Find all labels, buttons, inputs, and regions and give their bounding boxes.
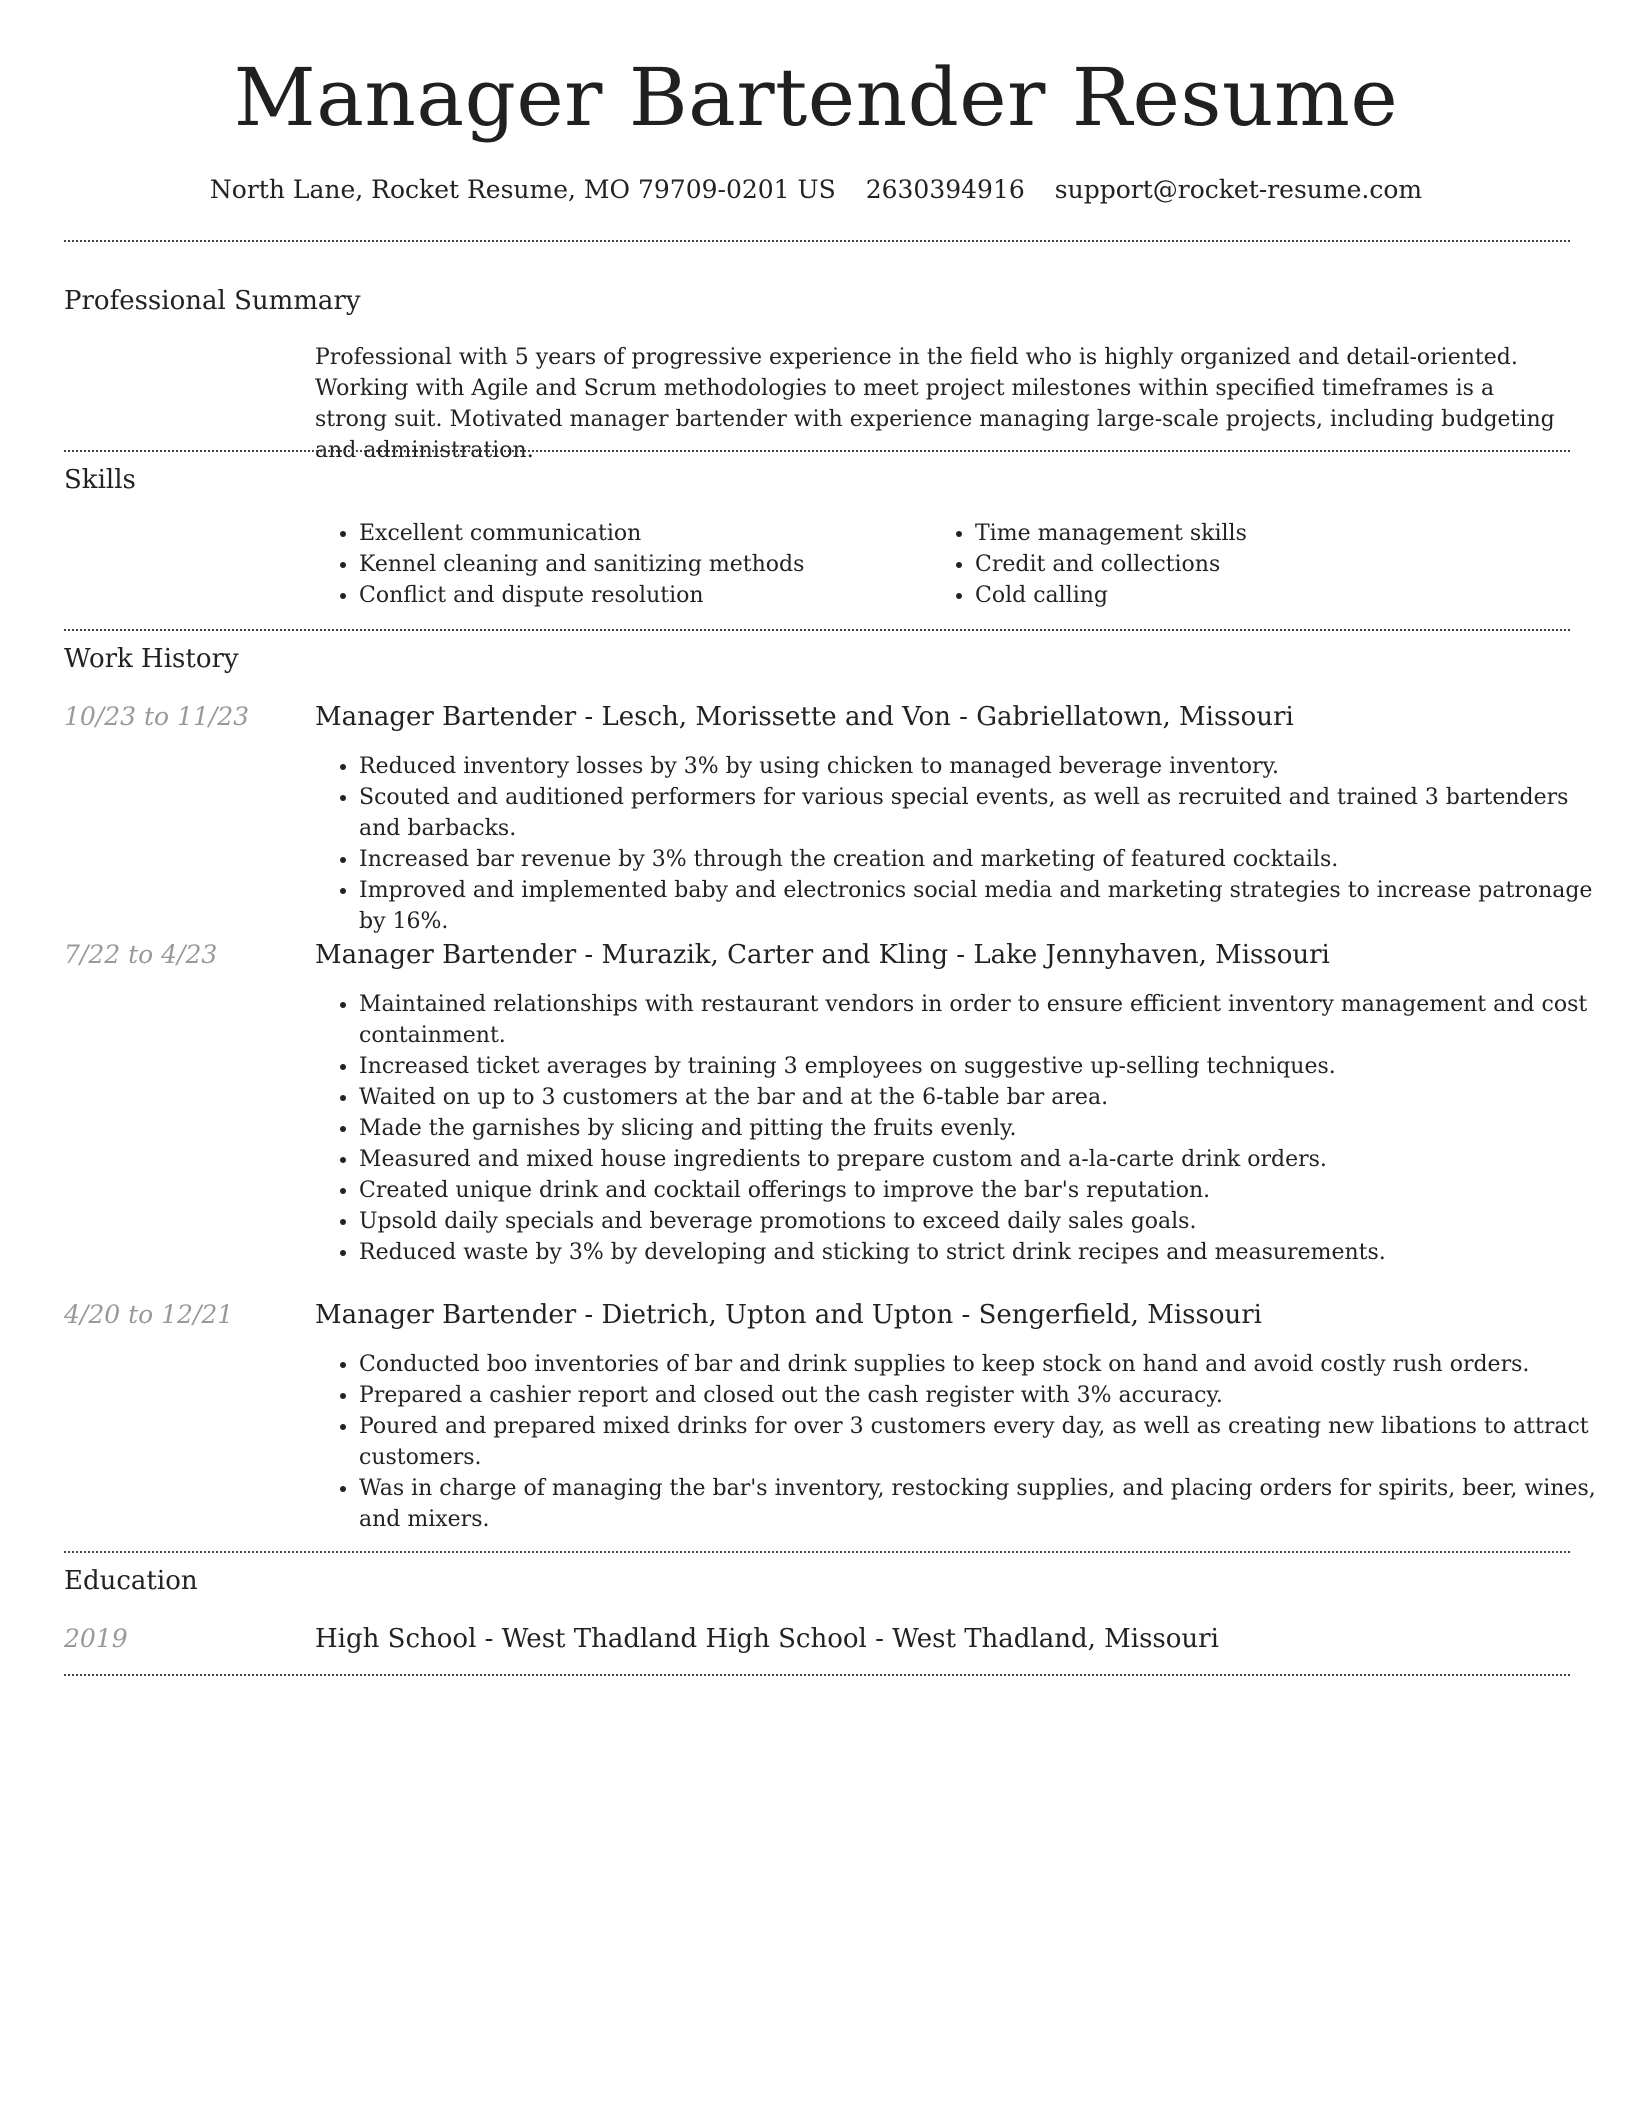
job-bullet: • Was in charge of managing the bar's inventory, restocking supplies, and placing orders for spirits, beer, wines, and mixers. bbox=[359, 1473, 1609, 1535]
job-bullets bbox=[315, 989, 1609, 1268]
divider bbox=[64, 450, 1570, 452]
job-bullet: • Made the garnishes by slicing and pitting the fruits evenly. bbox=[359, 1113, 1609, 1144]
job-bullet: • Increased bar revenue by 3% through the creation and marketing of featured cocktails. bbox=[359, 844, 1609, 875]
job-bullet: • Prepared a cashier report and closed out the cash register with 3% accuracy. bbox=[359, 1380, 1609, 1411]
job-date: 10/23 to 11/23 bbox=[64, 702, 250, 731]
job-bullet: • Improved and implemented baby and electronics social media and marketing strategies to increase patronage by 16%. bbox=[359, 875, 1609, 937]
contact-email: support@rocket-resume.com bbox=[1054, 175, 1423, 204]
skills-heading: Skills bbox=[64, 465, 136, 495]
divider bbox=[64, 1674, 1570, 1676]
job-bullet: • Maintained relationships with restaurant vendors in order to ensure efficient inventory management and cost containment. bbox=[359, 989, 1609, 1051]
skill-item: • Conflict and dispute resolution bbox=[359, 580, 939, 611]
job-bullet: • Reduced waste by 3% by developing and sticking to strict drink recipes and measurements. bbox=[359, 1237, 1609, 1268]
skills-column-2 bbox=[931, 518, 1555, 611]
skill-item: • Excellent communication bbox=[359, 518, 939, 549]
skills-column-1 bbox=[315, 518, 939, 611]
education-title: High School - West Thadland High School - West Thadland, Missouri bbox=[315, 1624, 1219, 1654]
job-bullet: • Scouted and auditioned performers for various special events, as well as recruited and trained 3 bartenders and barbacks. bbox=[359, 782, 1609, 844]
education-date: 2019 bbox=[64, 1624, 128, 1653]
job-title: Manager Bartender - Dietrich, Upton and Upton - Sengerfield, Missouri bbox=[315, 1300, 1262, 1330]
job-bullet: • Measured and mixed house ingredients to prepare custom and a-la-carte drink orders. bbox=[359, 1144, 1609, 1175]
job-title: Manager Bartender - Murazik, Carter and Kling - Lake Jennyhaven, Missouri bbox=[315, 940, 1330, 970]
job-bullet: • Conducted boo inventories of bar and drink supplies to keep stock on hand and avoid costly rush orders. bbox=[359, 1349, 1609, 1380]
job-bullets bbox=[315, 751, 1609, 937]
summary-heading: Professional Summary bbox=[64, 286, 361, 316]
skill-item: • Cold calling bbox=[975, 580, 1555, 611]
contact-phone: 2630394916 bbox=[865, 175, 1025, 204]
divider bbox=[64, 629, 1570, 631]
divider bbox=[64, 1551, 1570, 1553]
job-bullet: • Upsold daily specials and beverage promotions to exceed daily sales goals. bbox=[359, 1206, 1609, 1237]
job-bullets bbox=[315, 1349, 1609, 1535]
job-title: Manager Bartender - Lesch, Morissette and Von - Gabriellatown, Missouri bbox=[315, 702, 1294, 732]
skill-item: • Time management skills bbox=[975, 518, 1555, 549]
job-date: 7/22 to 4/23 bbox=[64, 940, 218, 969]
contact-line bbox=[0, 170, 1632, 210]
skill-item: • Credit and collections bbox=[975, 549, 1555, 580]
job-bullet: • Waited on up to 3 customers at the bar and at the 6-table bar area. bbox=[359, 1082, 1609, 1113]
job-bullet: • Reduced inventory losses by 3% by using chicken to managed beverage inventory. bbox=[359, 751, 1609, 782]
job-date: 4/20 to 12/21 bbox=[64, 1300, 234, 1329]
education-heading: Education bbox=[64, 1566, 198, 1596]
divider bbox=[64, 240, 1570, 242]
resume-title: Manager Bartender Resume bbox=[233, 51, 1399, 144]
job-bullet: • Poured and prepared mixed drinks for over 3 customers every day, as well as creating new libations to attract customers. bbox=[359, 1411, 1609, 1473]
skill-item: • Kennel cleaning and sanitizing methods bbox=[359, 549, 939, 580]
job-bullet: • Increased ticket averages by training 3 employees on suggestive up-selling techniques. bbox=[359, 1051, 1609, 1082]
job-bullet: • Created unique drink and cocktail offerings to improve the bar's reputation. bbox=[359, 1175, 1609, 1206]
contact-address: North Lane, Rocket Resume, MO 79709-0201 US bbox=[209, 175, 836, 204]
summary-text: Professional with 5 years of progressive experience in the field who is highly organized and detail-oriented. Working with Agile and Scrum methodologies to meet project milestones within specified timeframes is a strong suit. Motivated manager bartender with experience managing large-scale projects, including budgeting and administration. bbox=[315, 345, 1555, 463]
work-history-heading: Work History bbox=[64, 644, 239, 674]
